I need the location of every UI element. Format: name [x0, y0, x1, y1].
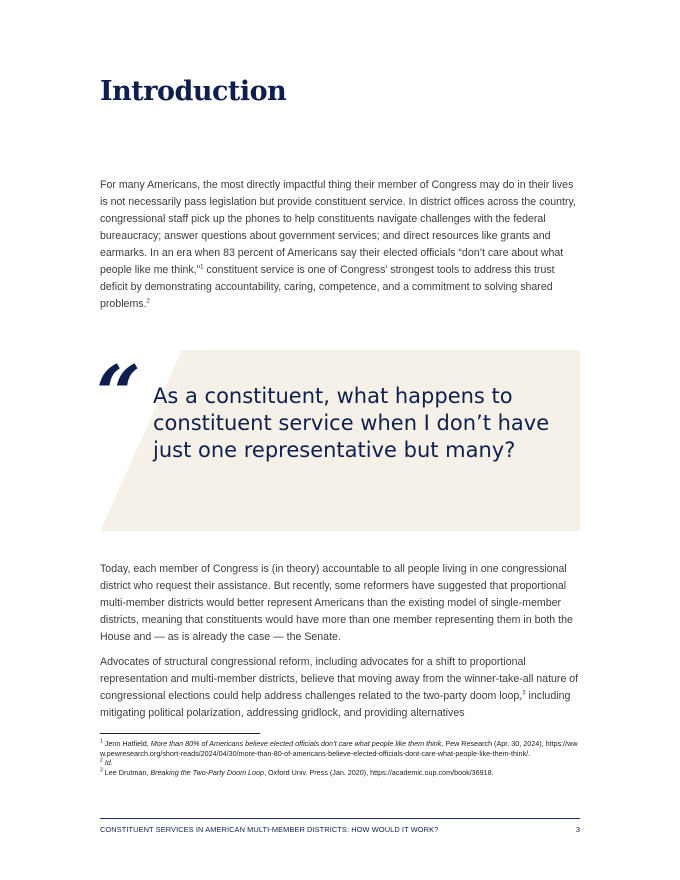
footnote-ref-3[interactable]: 3: [522, 690, 526, 697]
quotation-mark-icon: “: [96, 349, 141, 440]
footnote-ref-2[interactable]: 2: [146, 298, 150, 305]
footnote-ref-1[interactable]: 1: [200, 264, 204, 271]
footnotes: [100, 739, 580, 777]
footnote-text: Jenn Hatfield,: [104, 739, 151, 748]
footnote-3: [100, 768, 580, 778]
footnote-number: 1: [100, 738, 103, 745]
pull-quote-text: As a constituent, what happens to constituent service when I don’t have just one representative but many?: [153, 384, 550, 462]
intro-paragraph-text-a: For many Americans, the most directly impactful thing their member of Congress may do in their lives is not necessarily pass legislation but provide constituent service. In district offices across the country, congressional staff pick up the phones to help constituents navigate challenges with the federal bureaucracy; answer questions about government services; and direct resources like grants and earmarks. In an era when 83 percent of Americans say their elected officials “don’t care about what people like me think,”: [100, 179, 576, 276]
intro-paragraph: [100, 177, 580, 313]
footnote-title: Breaking the Two-Party Doom Loop: [150, 767, 265, 777]
footnote-citation[interactable]: , Pew Research (Apr. 30, 2024), https://www.pewresearch.org/short-reads/2024/04/30/more-than-80-of-americans-believe-elected-officials-dont-care-what-people-like-them-think/.: [100, 739, 578, 758]
footer-divider: [100, 818, 580, 819]
body-paragraph-2: Today, each member of Congress is (in theory) accountable to all people living in one congressional district who request their assistance. But recently, some reformers have suggested that proportional multi-member districts would better represent Americans than the existing model of single-member districts, meaning that constituents would have more than one member representing them in both the House and — as is already the case — the Senate.: [100, 563, 573, 643]
footnote-text: Lee Drutman,: [104, 767, 151, 777]
footnote-citation[interactable]: , Oxford Univ. Press (Jan. 2020), https://academic.oup.com/book/36918.: [264, 767, 494, 777]
body-paragraph-3-text-b: including mitigating political polarization, addressing gridlock, and providing alternatives: [100, 690, 571, 719]
footnote-1: [100, 739, 580, 758]
footer-title: CONSTITUENT SERVICES IN AMERICAN MULTI-MEMBER DISTRICTS: HOW WOULD IT WORK?: [100, 825, 439, 834]
body-paragraph-3: [100, 654, 580, 724]
footnote-number: 2: [100, 757, 103, 764]
footnote-number: 3: [100, 767, 103, 774]
page-number: 3: [575, 825, 580, 834]
page-title: Introduction: [100, 76, 287, 107]
footnote-2: [100, 758, 580, 768]
footnote-title: More than 80% of Americans believe elected officials don’t care what people like them think: [150, 739, 442, 748]
intro-paragraph-text-b: constituent service is one of Congress’ strongest tools to address this trust deficit by demonstrating accountability, caring, competence, and a commitment to solving shared problems.: [100, 264, 555, 310]
body-paragraph-3-text-a: Advocates of structural congressional reform, including advocates for a shift to proportional representation and multi-member districts, believe that moving away from the winner-take-all nature of congressional elections could help address challenges related to the two-party doom loop,: [100, 656, 579, 702]
footnote-title: Id.: [104, 758, 113, 767]
footnote-divider: [100, 733, 260, 734]
